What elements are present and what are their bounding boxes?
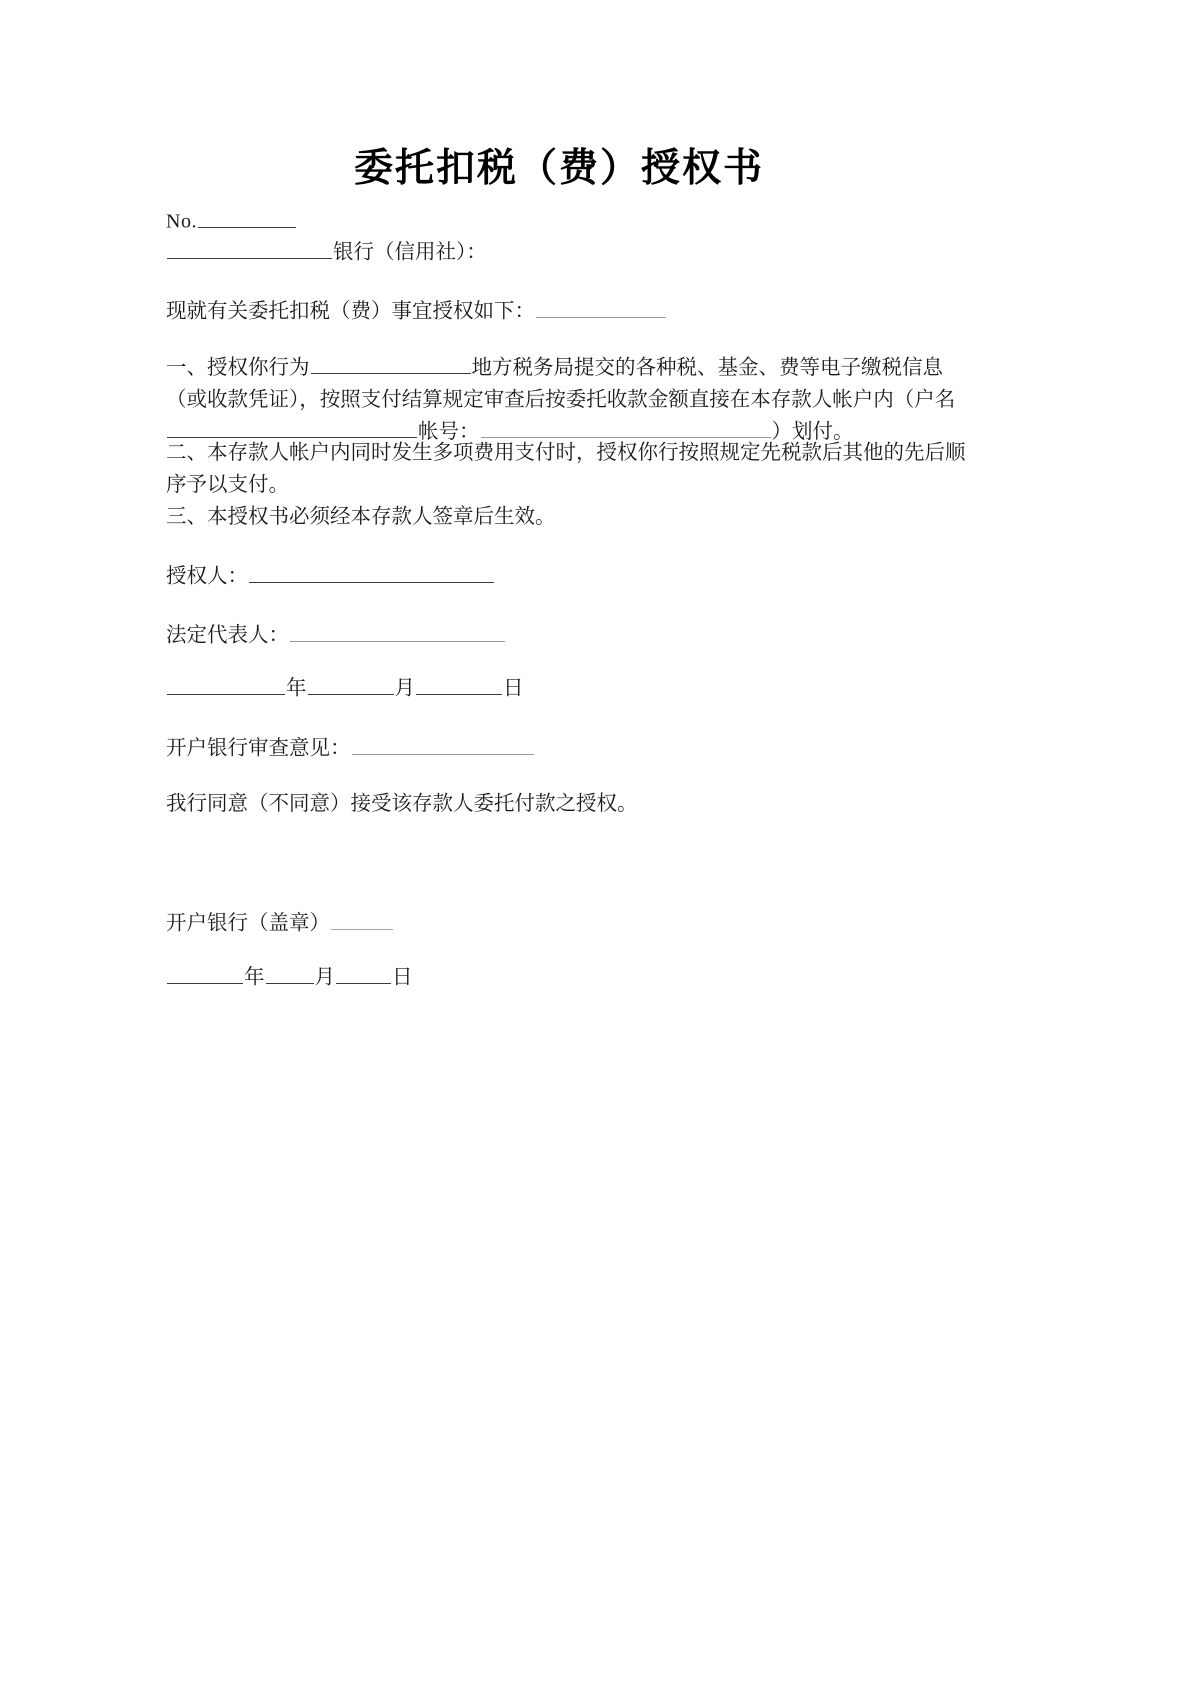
intro-row bbox=[166, 296, 667, 326]
clause-2-line-2: 序予以支付。 bbox=[166, 474, 289, 496]
bank-addressee-row bbox=[166, 237, 487, 267]
clause-1-line-3-tail: ）划付。 bbox=[771, 421, 854, 443]
clause-2 bbox=[166, 437, 966, 501]
clause-1-line-2: （或收款凭证），按照支付结算规定审查后按委托收款金额直接在本存款人帐户内（户名 bbox=[166, 389, 956, 411]
serial-number-blank[interactable] bbox=[198, 206, 296, 228]
bank-date-month-label: 月 bbox=[314, 966, 335, 989]
clause-2-line-1: 二、本存款人帐户内同时发生多项费用支付时，授权你行按照规定先税款后其他的先后顺 bbox=[166, 442, 966, 464]
authorizer-date-month-blank[interactable] bbox=[308, 673, 394, 695]
bank-seal-blank[interactable] bbox=[331, 908, 393, 930]
bank-date-year-label: 年 bbox=[244, 966, 265, 989]
bank-addressee-suffix: 银行（信用社）： bbox=[333, 241, 487, 264]
bank-date-month-blank[interactable] bbox=[266, 962, 314, 984]
authorizer-date-day-label: 日 bbox=[503, 677, 524, 700]
bank-seal-label: 开户银行（盖章） bbox=[166, 912, 330, 935]
authorizer-date-month-label: 月 bbox=[394, 677, 415, 700]
clause-1 bbox=[166, 352, 956, 448]
bank-review-opinion-blank[interactable] bbox=[352, 733, 534, 755]
authorizer-signature-blank[interactable] bbox=[249, 561, 494, 583]
bank-name-blank[interactable] bbox=[167, 237, 332, 259]
clause-1-line-1 bbox=[166, 352, 952, 384]
intro-blank[interactable] bbox=[536, 296, 666, 318]
clause-3 bbox=[166, 501, 952, 533]
authorizer-date-row bbox=[166, 673, 524, 703]
account-name-blank[interactable] bbox=[167, 417, 417, 439]
bank-date-day-blank[interactable] bbox=[336, 962, 391, 984]
bank-date-year-blank[interactable] bbox=[167, 962, 243, 984]
legal-representative-label: 法定代表人： bbox=[166, 624, 289, 647]
bank-consent-statement-row bbox=[166, 790, 638, 818]
page-title: 委托扣税（费）授权书 bbox=[353, 146, 764, 191]
bank-review-opinion-label: 开户银行审查意见： bbox=[166, 737, 351, 760]
bank-seal-row bbox=[166, 908, 394, 938]
bank-consent-statement: 我行同意（不同意）接受该存款人委托付款之授权。 bbox=[166, 793, 638, 815]
agency-blank[interactable] bbox=[311, 353, 471, 375]
serial-number-label: No. bbox=[166, 210, 197, 233]
authorizer-row bbox=[166, 561, 495, 591]
legal-representative-row bbox=[166, 620, 506, 650]
authorizer-date-day-blank[interactable] bbox=[416, 673, 502, 695]
clause-1-lead-text: 一、授权你行为 bbox=[166, 357, 310, 379]
account-number-label: 帐号： bbox=[418, 421, 480, 443]
intro-text: 现就有关委托扣税（费）事宜授权如下： bbox=[166, 300, 535, 323]
authorizer-date-year-label: 年 bbox=[286, 677, 307, 700]
bank-date-row bbox=[166, 962, 413, 992]
clause-1-line-1-tail: 地方税务局提交的各种税、基金、费等电子缴税信息 bbox=[471, 357, 943, 379]
authorizer-label: 授权人： bbox=[166, 565, 248, 588]
bank-date-day-label: 日 bbox=[392, 966, 413, 989]
account-number-blank[interactable] bbox=[481, 417, 771, 439]
serial-number-row bbox=[166, 206, 297, 236]
authorizer-date-year-blank[interactable] bbox=[167, 673, 285, 695]
bank-review-opinion-row bbox=[166, 733, 535, 763]
clause-3-line-1: 三、本授权书必须经本存款人签章后生效。 bbox=[166, 506, 556, 528]
legal-representative-signature-blank[interactable] bbox=[290, 620, 505, 642]
